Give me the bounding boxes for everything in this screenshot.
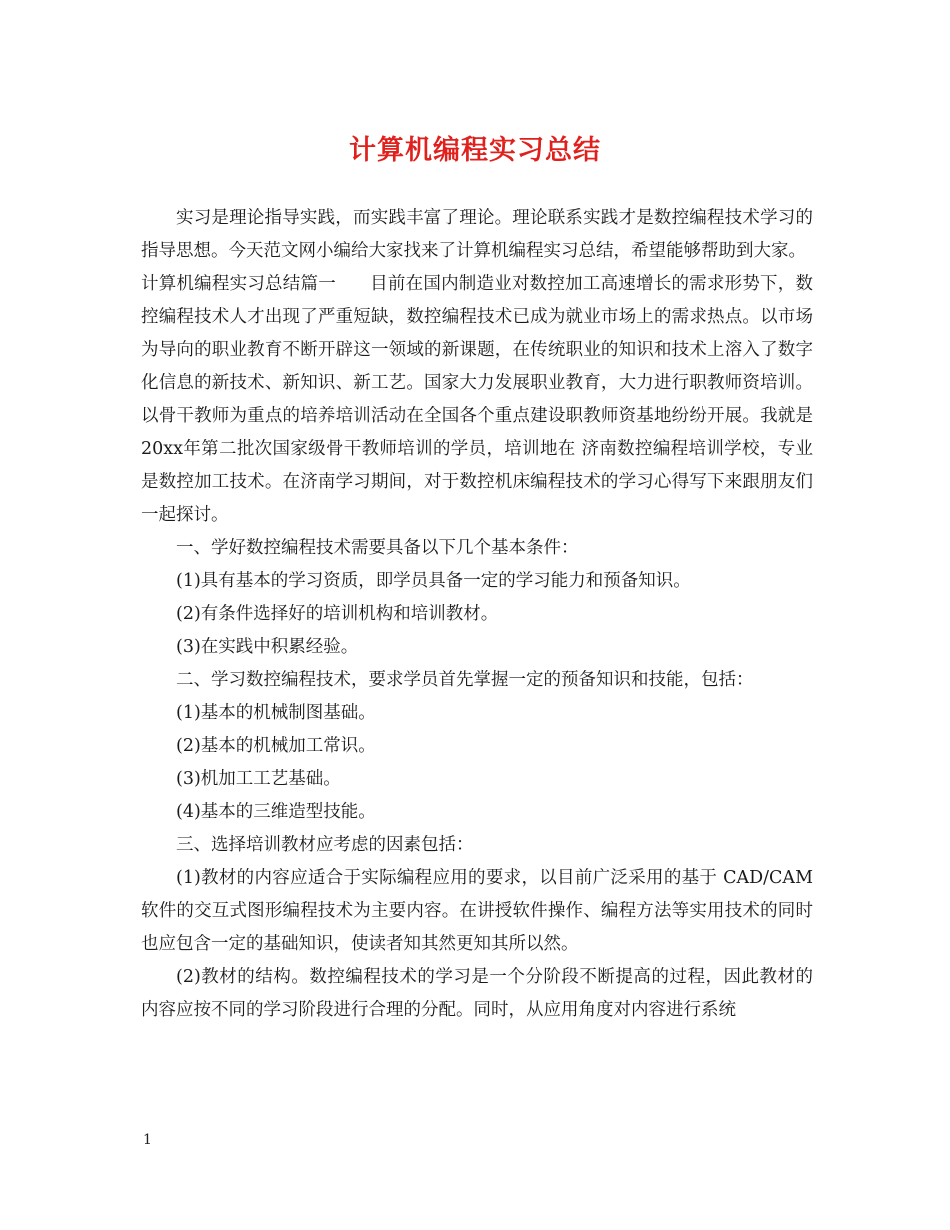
section-body: 目前在国内制造业对数控加工高速增长的需求形势下，数控编程技术人才出现了严重短缺，数控编程技术已成为就业市场上的需求热点。以市场为导向的职业教育不断开辟这一领域的新课题，在传统职业的知识和技术上溶入了数字化信息的新技术、新知识、新工艺。国家大力发展职业教育，大力进行职教师资培训。以骨干教师为重点的培养培训活动在全国各个重点建设职教师资基地纷纷开展。我就是20xx年第二批次国家级骨干教师培训的学员，培训地在 济南数控编程培训学校，专业是数控加工技术。在济南学习期间，对于数控机床编程技术的学习心得写下来跟朋友们一起探讨。 [141,274,814,525]
list-item: (4)基本的三维造型技能。 [176,802,376,822]
list-item: (2)有条件选择好的培训机构和培训教材。 [176,604,499,624]
document-body [141,202,813,1027]
section-paragraph [141,268,813,532]
list-item: (3)机加工工艺基础。 [176,769,341,789]
list-item: (2)基本的机械加工常识。 [176,736,376,756]
section-label: 计算机编程实习总结篇一 [141,274,336,294]
document-title: 计算机编程实习总结 [349,135,601,166]
list-item: (3)在实践中积累经验。 [176,637,359,657]
list-item: (1)具有基本的学习资质，即学员具备一定的学习能力和预备知识。 [176,571,691,591]
list-item: (2)教材的结构。数控编程技术的学习是一个分阶段不断提高的过程，因此教材的内容应按不同的学习阶段进行合理的分配。同时，从应用角度对内容进行系统 [141,967,813,1020]
list-heading-3: 三、选择培训教材应考虑的因素包括： [176,835,474,855]
page-number: 1 [143,1132,152,1148]
list-heading-1: 一、学好数控编程技术需要具备以下几个基本条件： [176,538,579,558]
list-heading-2: 二、学习数控编程技术，要求学员首先掌握一定的预备知识和技能，包括： [176,670,754,690]
list-item: (1)基本的机械制图基础。 [176,703,376,723]
list-item: (1)教材的内容应适合于实际编程应用的要求，以目前广泛采用的基于 CAD/CAM软件的交互式图形编程技术为主要内容。在讲授软件操作、编程方法等实用技术的同时也应包含一定的基础知识，使读者知其然更知其所以然。 [141,868,813,954]
intro-paragraph: 实习是理论指导实践，而实践丰富了理论。理论联系实践才是数控编程技术学习的指导思想。今天范文网小编给大家找来了计算机编程实习总结，希望能够帮助到大家。 [141,208,813,261]
